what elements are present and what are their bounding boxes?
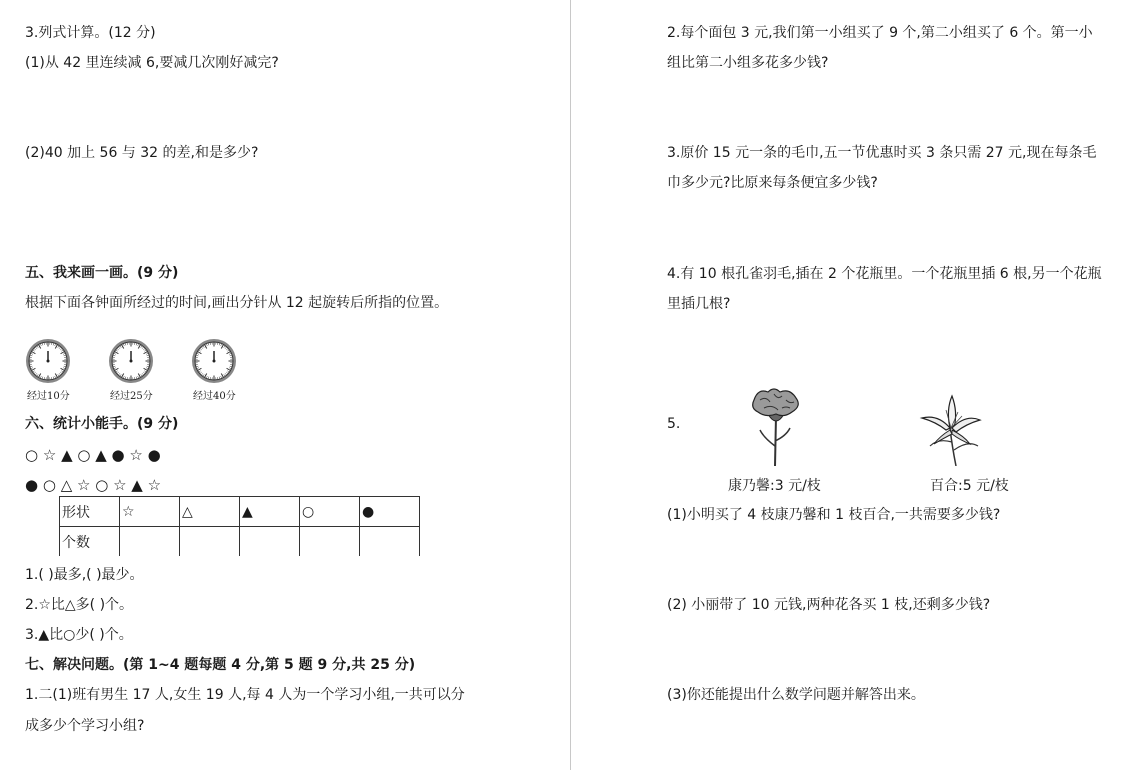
q3-title: 3.列式计算。(12 分)	[25, 25, 156, 41]
q3-part2: (2)40 加上 56 与 32 的差,和是多少?	[25, 145, 259, 161]
q7-5-part1: (1)小明买了 4 枝康乃馨和 1 枝百合,一共需要多少钱?	[667, 507, 1001, 523]
clock-face-icon	[108, 338, 154, 384]
carnation-icon	[748, 386, 804, 468]
table-cell-count[interactable]	[300, 527, 360, 557]
lily-price: 百合:5 元/枝	[930, 478, 1009, 494]
section7-title: 七、解决问题。(第 1~4 题每题 4 分,第 5 题 9 分,共 25 分)	[25, 657, 416, 673]
q6-part1: 1.( )最多,( )最少。	[25, 567, 144, 583]
q7-1-line2: 成多少个学习小组?	[25, 718, 145, 734]
statistics-table	[59, 496, 420, 556]
table-cell-shape: ○	[300, 497, 360, 527]
table-cell-shape: ☆	[120, 497, 180, 527]
section6-title: 六、统计小能手。(9 分)	[25, 416, 179, 432]
q7-3-line2: 巾多少元?比原来每条便宜多少钱?	[667, 175, 878, 191]
table-cell-label: 个数	[60, 527, 120, 557]
page-divider	[570, 0, 571, 770]
shapes-row-1: ○ ☆ ▲ ○ ▲ ● ☆ ●	[25, 446, 161, 464]
clock-face-icon	[25, 338, 71, 384]
table-cell-count[interactable]	[180, 527, 240, 557]
clock-caption: 经过10分	[27, 391, 70, 402]
table-cell-shape: ▲	[240, 497, 300, 527]
table-cell-count[interactable]	[120, 527, 180, 557]
q7-2-line2: 组比第二小组多花多少钱?	[667, 55, 829, 71]
q7-5-label: 5.	[667, 416, 681, 432]
clock-caption: 经过40分	[193, 391, 236, 402]
q6-part2: 2.☆比△多( )个。	[25, 597, 134, 613]
q7-5-part3: (3)你还能提出什么数学问题并解答出来。	[667, 687, 925, 703]
section5-description: 根据下面各钟面所经过的时间,画出分针从 12 起旋转后所指的位置。	[25, 295, 449, 311]
table-cell-label: 形状	[60, 497, 120, 527]
table-cell-shape: ●	[360, 497, 420, 527]
carnation-price: 康乃馨:3 元/枝	[728, 478, 821, 494]
section5-title: 五、我来画一画。(9 分)	[25, 265, 179, 281]
q6-part3: 3.▲比○少( )个。	[25, 627, 133, 643]
table-cell-count[interactable]	[360, 527, 420, 557]
q7-4-line2: 里插几根?	[667, 296, 731, 312]
clock-face-icon	[191, 338, 237, 384]
q7-4-line1: 4.有 10 根孔雀羽毛,插在 2 个花瓶里。一个花瓶里插 6 根,另一个花瓶	[667, 266, 1102, 282]
table-row	[60, 527, 420, 557]
shapes-row-2: ● ○ △ ☆ ○ ☆ ▲ ☆	[25, 476, 162, 494]
q7-3-line1: 3.原价 15 元一条的毛巾,五一节优惠时买 3 条只需 27 元,现在每条毛	[667, 145, 1097, 161]
lily-icon	[916, 394, 984, 466]
table-cell-count[interactable]	[240, 527, 300, 557]
q7-5-part2: (2) 小丽带了 10 元钱,两种花各买 1 枝,还剩多少钱?	[667, 597, 991, 613]
q3-part1: (1)从 42 里连续减 6,要减几次刚好减完?	[25, 55, 279, 71]
clock-caption: 经过25分	[110, 391, 153, 402]
table-cell-shape: △	[180, 497, 240, 527]
q7-1-line1: 1.二(1)班有男生 17 人,女生 19 人,每 4 人为一个学习小组,一共可以分	[25, 687, 465, 703]
q7-2-line1: 2.每个面包 3 元,我们第一小组买了 9 个,第二小组买了 6 个。第一小	[667, 25, 1093, 41]
table-row	[60, 497, 420, 527]
